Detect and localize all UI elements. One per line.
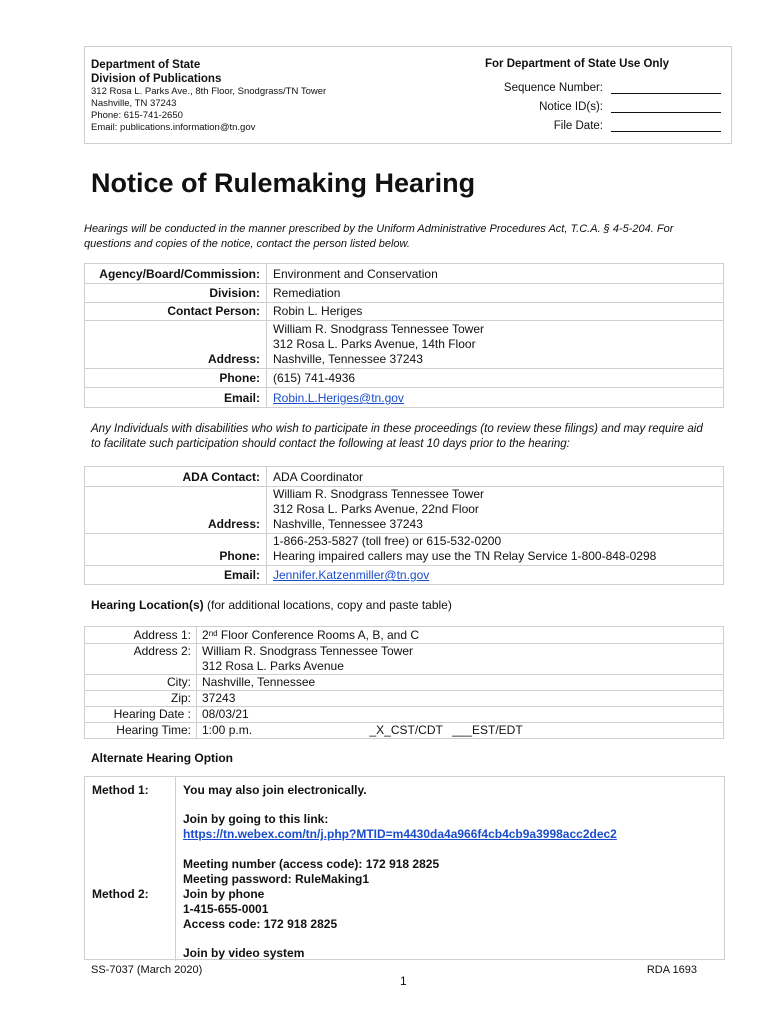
meeting-number: Meeting number (access code): 172 918 2825 [183,857,440,871]
file-date-label: File Date: [553,120,603,132]
webex-link[interactable]: https://tn.webex.com/tn/j.php?MTID=m4430da4a966f4cb4cb9a3998acc2dec2 [183,827,617,841]
ada-address-line-1: William R. Snodgrass Tennessee Tower [273,487,484,501]
zip-value: 37243 [197,691,724,707]
division-label: Division: [85,284,267,303]
disability-notice: Any Individuals with disabilities who wish to participate in these proceedings (to review these filings) and may require aid to facilitate such participation should contact the following at least 10 days prior to the hearing: [91,423,703,450]
ada-phone-value [267,534,724,566]
ada-email-link[interactable]: Jennifer.Katzenmiller@tn.gov [273,568,430,582]
ada-address-value [267,487,724,534]
department-address: 312 Rosa L. Parks Ave., 8th Floor, Snodgrass/TN Tower [91,86,327,97]
agency-label: Agency/Board/Commission: [85,264,267,284]
address2-line-2: 312 Rosa L. Parks Avenue [202,659,344,673]
address1-value: 2nd Floor Conference Rooms A, B, and C [197,627,724,644]
email-label: Email: [85,388,267,408]
ada-contact-value: ADA Coordinator [267,467,724,487]
contact-person-label: Contact Person: [85,303,267,321]
intro-text: Hearings will be conducted in the manner prescribed by the Uniform Administrative Procedures Act, T.C.A. § 4-5-204. For questions and copies of the notice, contact the person listed below. [84,223,674,250]
division-value: Remediation [267,284,724,303]
sequence-number-field[interactable] [611,82,721,94]
hearing-date-label: Hearing Date : [85,707,197,723]
department-name: Department of State [91,59,201,71]
address2-value [197,644,724,675]
alternate-hearing-title: Alternate Hearing Option [91,751,234,765]
phone-value: (615) 741-4936 [267,369,724,388]
address-line-1: William R. Snodgrass Tennessee Tower [273,322,484,336]
address2-line-1: William R. Snodgrass Tennessee Tower [202,644,413,658]
method1-label: Method 1: [92,783,149,797]
method1-line: You may also join electronically. [183,783,367,797]
page-number: 1 [400,974,407,988]
join-link-label: Join by going to this link: [183,812,329,826]
address-line-3: Nashville, Tennessee 37243 [273,352,423,366]
alternate-hearing-box [84,776,725,960]
ada-phone-label: Phone: [85,534,267,566]
hearing-date-value: 08/03/21 [197,707,724,723]
phone-label: Phone: [85,369,267,388]
form-number: SS-7037 (March 2020) [91,964,203,976]
contact-person-value: Robin L. Heriges [267,303,724,321]
address-line-2: 312 Rosa L. Parks Avenue, 14th Floor [273,337,476,351]
ada-address-label: Address: [85,487,267,534]
alternate-divider [175,777,176,961]
agency-value: Environment and Conservation [267,264,724,284]
department-email: Email: publications.information@tn.gov [91,122,256,133]
hearing-location-title-bold: Hearing Location(s) [91,598,204,612]
zip-label: Zip: [85,691,197,707]
join-phone-number: 1-415-655-0001 [183,902,269,916]
department-city: Nashville, TN 37243 [91,98,177,109]
page-title: Notice of Rulemaking Hearing [91,168,476,198]
join-by-video: Join by video system [183,946,305,960]
cst-option[interactable]: _X_CST/CDT [369,723,443,737]
est-option[interactable]: ___EST/EDT [451,723,523,737]
ada-contact-label: ADA Contact: [85,467,267,487]
notice-id-label: Notice ID(s): [539,101,603,113]
rda-number: RDA 1693 [646,964,697,976]
ada-address-line-3: Nashville, Tennessee 37243 [273,517,423,531]
use-only-heading: For Department of State Use Only [485,58,670,70]
meeting-password: Meeting password: RuleMaking1 [183,872,370,886]
notice-id-field[interactable] [611,101,721,113]
sequence-number-label: Sequence Number: [503,82,603,94]
join-by-phone: Join by phone [183,887,265,901]
timezone-options [365,723,724,739]
ada-phone-line-1: 1-866-253-5827 (toll free) or 615-532-0200 [273,534,502,548]
sequence-number-row [504,82,721,94]
hearing-location-title-rest: (for additional locations, copy and paste table) [203,598,452,612]
ada-table [84,466,724,585]
header-box [84,46,732,144]
email-link[interactable]: Robin.L.Heriges@tn.gov [273,391,404,405]
division-name: Division of Publications [91,73,222,85]
department-phone: Phone: 615-741-2650 [91,110,183,121]
method2-label: Method 2: [92,887,149,901]
file-date-field[interactable] [611,120,721,132]
department-block [91,58,326,134]
address2-label: Address 2: [85,644,197,675]
city-label: City: [85,675,197,691]
address-label: Address: [85,321,267,369]
hearing-location-title [91,598,452,612]
agency-table [84,263,724,408]
city-value: Nashville, Tennessee [197,675,724,691]
hearing-location-table [84,626,724,739]
hearing-time-label: Hearing Time: [85,723,197,739]
file-date-row [554,120,721,132]
ada-address-line-2: 312 Rosa L. Parks Avenue, 22nd Floor [273,502,479,516]
notice-id-row [539,101,721,113]
address1-label: Address 1: [85,627,197,644]
ada-phone-line-2: Hearing impaired callers may use the TN Relay Service 1-800-848-0298 [273,549,657,563]
address-value [267,321,724,369]
access-code: Access code: 172 918 2825 [183,917,338,931]
hearing-time-value: 1:00 p.m. [197,723,365,739]
ada-email-label: Email: [85,566,267,585]
